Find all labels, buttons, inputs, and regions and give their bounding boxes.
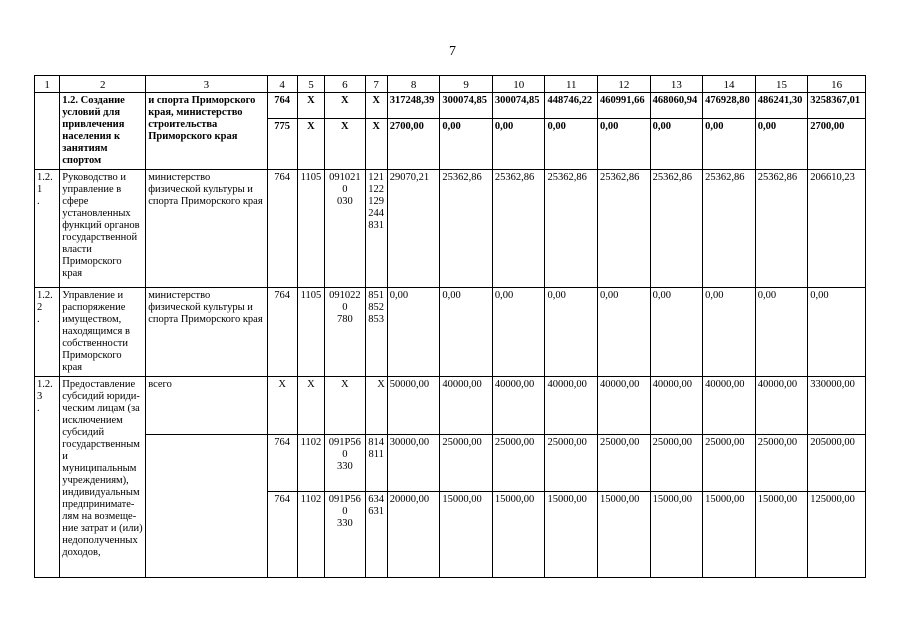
row-name: Руководство и управление в сфере установленных функций органов государственной власти Приморского края [60,170,146,288]
cell: 15000,00 [755,492,808,578]
cell: 25000,00 [650,435,703,492]
col-header-14: 14 [703,76,756,93]
cell: X [297,119,324,170]
cell: 476928,80 [703,93,756,119]
cell: 25362,86 [703,170,756,288]
cell: 0910220 780 [325,288,365,377]
cell: 764 [267,93,297,119]
cell: 15000,00 [650,492,703,578]
executor: и спорта Приморского края, министерство строительства Приморского края [146,93,267,170]
table-row-group-1 [35,93,866,119]
col-header-1: 1 [35,76,60,93]
row-number [35,93,60,170]
cell: 0,00 [387,288,440,377]
cell: 25362,86 [598,170,651,288]
table-row-1-2-2 [35,288,866,377]
row-number: 1.2.1 . [35,170,60,288]
col-header-16: 16 [808,76,866,93]
cell: 0,00 [650,119,703,170]
cell: 317248,39 [387,93,440,119]
cell: 0,00 [492,119,545,170]
cell: 775 [267,119,297,170]
cell: 25000,00 [598,435,651,492]
cell: 0,00 [545,119,598,170]
col-header-5: 5 [297,76,324,93]
cell: 40000,00 [492,377,545,435]
cell: 20000,00 [387,492,440,578]
cell: 764 [267,170,297,288]
executor: министерство физической культуры и спорта Приморского края [146,170,267,288]
cell: 15000,00 [492,492,545,578]
row-name: Управление и распоряжение имуществом, находящимся в собственности Приморского края [60,288,146,377]
cell: 25362,86 [440,170,493,288]
col-header-13: 13 [650,76,703,93]
cell: 0,00 [440,119,493,170]
cell: 0,00 [650,288,703,377]
cell: X [297,377,324,435]
cell: 125000,00 [808,492,866,578]
cell: 25362,86 [650,170,703,288]
col-header-3: 3 [146,76,267,93]
program-table [34,75,866,578]
cell: X [325,119,365,170]
row-name: Предоставление субсидий юриди-ческим лицам (за исключением субсидий государственным и муниципальным учреждениям), индивидуальным предпринимате-лям на возмеще-ние затрат и (или) недополученных доходов, [60,377,146,578]
cell: 0910210 030 [325,170,365,288]
cell: 764 [267,435,297,492]
cell: 25362,86 [755,170,808,288]
cell: X [325,377,365,435]
cell: 15000,00 [440,492,493,578]
cell: 1105 [297,288,324,377]
cell: 1102 [297,435,324,492]
col-header-8: 8 [387,76,440,93]
cell: 0,00 [755,119,808,170]
cell: X [365,119,387,170]
col-header-10: 10 [492,76,545,93]
cell: 0,00 [703,288,756,377]
row-number: 1.2.3 . [35,377,60,578]
cell: 40000,00 [650,377,703,435]
cell: 30000,00 [387,435,440,492]
cell: 15000,00 [598,492,651,578]
cell: 25000,00 [492,435,545,492]
col-header-12: 12 [598,76,651,93]
cell: 448746,22 [545,93,598,119]
table-row-1-2-3-b [35,435,866,492]
cell: 764 [267,492,297,578]
cell: 40000,00 [703,377,756,435]
cell: X [297,93,324,119]
cell: X [267,377,297,435]
cell: 486241,30 [755,93,808,119]
cell: 851 852 853 [365,288,387,377]
cell: 205000,00 [808,435,866,492]
cell: X [325,93,365,119]
cell: 0,00 [545,288,598,377]
cell: 0,00 [440,288,493,377]
cell: 0,00 [755,288,808,377]
cell: 1105 [297,170,324,288]
col-header-7: 7 [365,76,387,93]
cell: 091P560 330 [325,492,365,578]
cell: X [365,377,387,435]
header-row [35,76,866,93]
table-row-1-2-1 [35,170,866,288]
cell: 300074,85 [492,93,545,119]
table-row-1-2-3-a [35,377,866,435]
cell: 15000,00 [703,492,756,578]
cell: 40000,00 [598,377,651,435]
row-number: 1.2.2 . [35,288,60,377]
executor [146,435,267,578]
cell: 300074,85 [440,93,493,119]
executor: министерство физической культуры и спорта Приморского края [146,288,267,377]
cell: 0,00 [492,288,545,377]
cell: 1102 [297,492,324,578]
cell: 764 [267,288,297,377]
col-header-11: 11 [545,76,598,93]
cell: 40000,00 [755,377,808,435]
cell: 0,00 [598,288,651,377]
col-header-15: 15 [755,76,808,93]
col-header-2: 2 [60,76,146,93]
cell: 0,00 [808,288,866,377]
cell: 468060,94 [650,93,703,119]
row-name: 1.2. Создание условий для привлечения населения к занятиям спортом [60,93,146,170]
cell: 0,00 [598,119,651,170]
cell: 206610,23 [808,170,866,288]
cell: 121 122 129 244 831 [365,170,387,288]
col-header-4: 4 [267,76,297,93]
cell: 25000,00 [440,435,493,492]
col-header-9: 9 [440,76,493,93]
cell: 40000,00 [545,377,598,435]
cell: 460991,66 [598,93,651,119]
executor: всего [146,377,267,435]
cell: 330000,00 [808,377,866,435]
page-number: 7 [449,44,456,59]
cell: 0,00 [703,119,756,170]
cell: 091P560 330 [325,435,365,492]
cell: 15000,00 [545,492,598,578]
cell: 40000,00 [440,377,493,435]
cell: 29070,21 [387,170,440,288]
cell: 634 631 [365,492,387,578]
cell: 25362,86 [545,170,598,288]
col-header-6: 6 [325,76,365,93]
cell: 25362,86 [492,170,545,288]
cell: 814 811 [365,435,387,492]
cell: 3258367,01 [808,93,866,119]
cell: 50000,00 [387,377,440,435]
cell: 25000,00 [545,435,598,492]
cell: 2700,00 [387,119,440,170]
cell: X [365,93,387,119]
cell: 25000,00 [755,435,808,492]
cell: 2700,00 [808,119,866,170]
cell: 25000,00 [703,435,756,492]
